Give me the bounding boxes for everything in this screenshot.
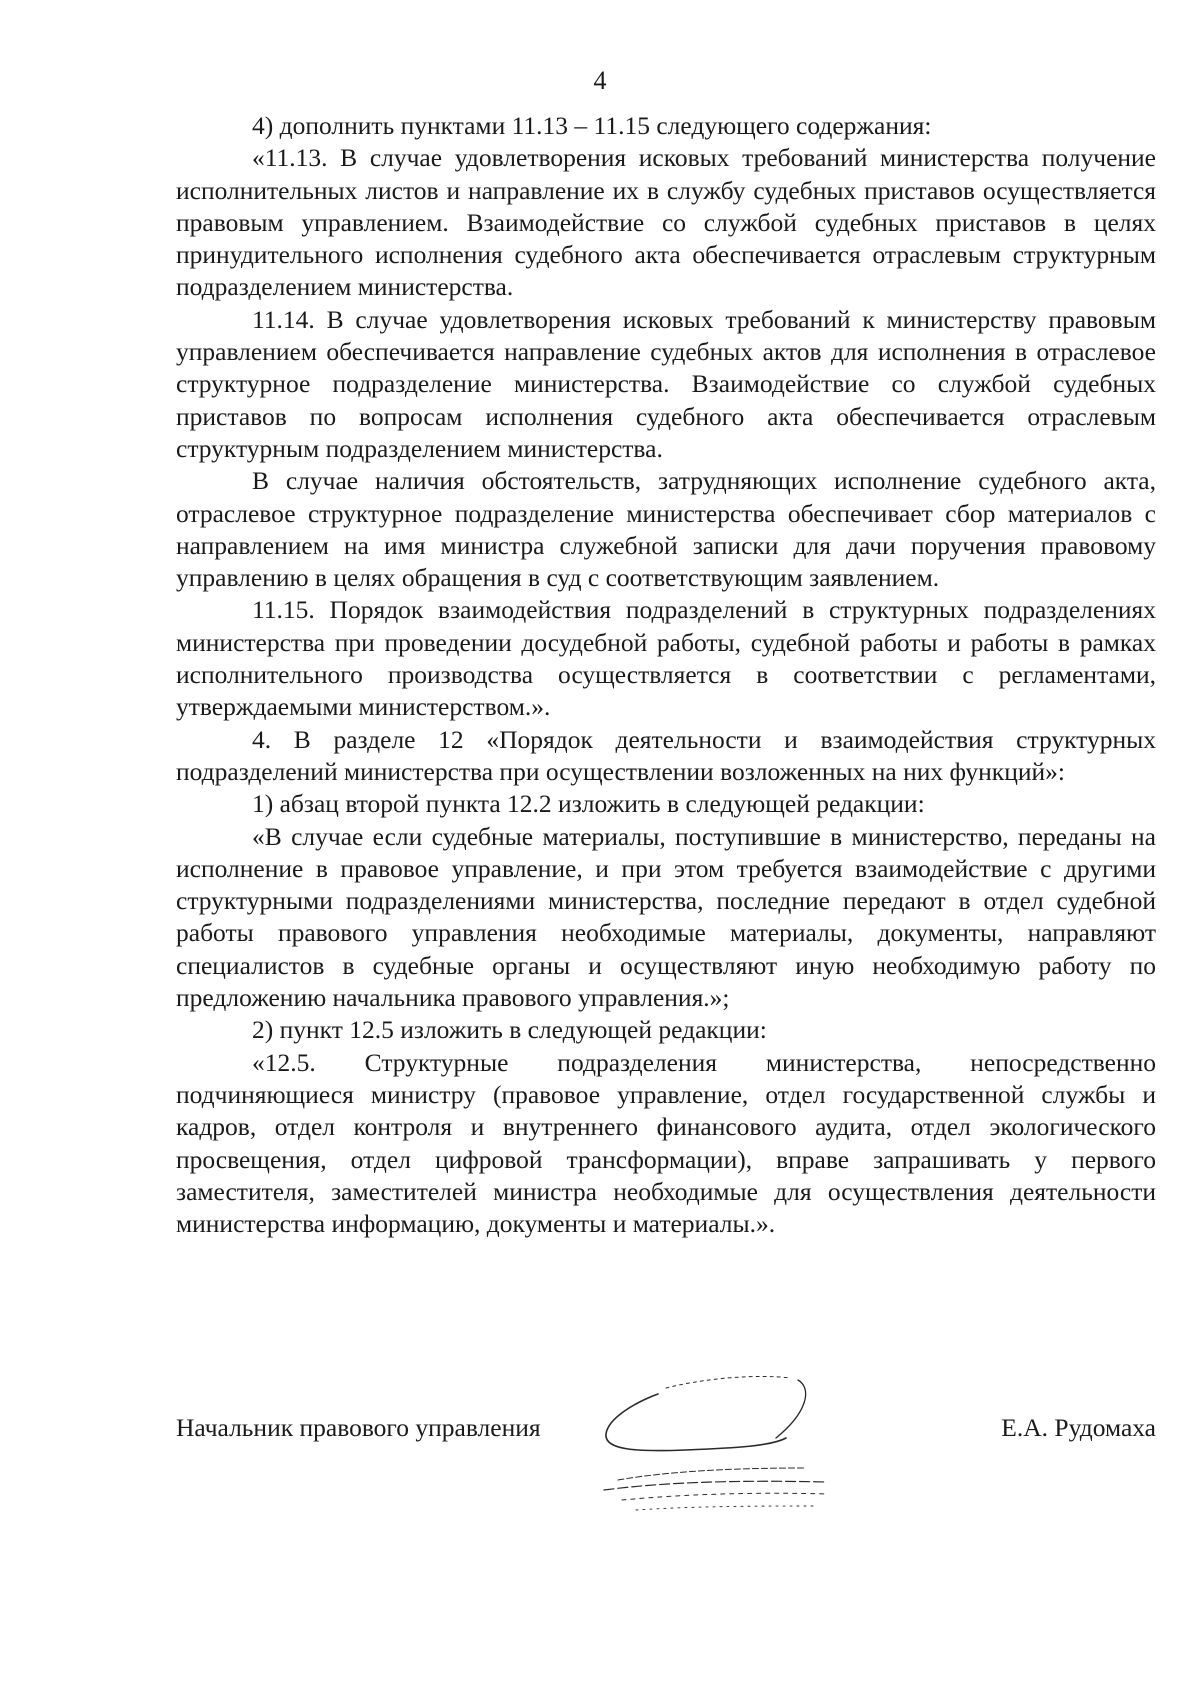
paragraph-2: «11.13. В случае удовлетворения исковых требований министерства получение исполнительных листов и направление их в службу судебных приставов осуществляется правовым управлением. Взаимодействие со службой судебных приставов в целях принудительного исполнения судебного акта обеспечивается отраслевым структурным подразделением министерства. [176, 143, 1156, 302]
signature-block [176, 1406, 1156, 1536]
handwritten-signature [566, 1366, 896, 1516]
paragraph-6: 4. В разделе 12 «Порядок деятельности и взаимодействия структурных подразделений министерства при осуществлении возложенных на них функций»: [176, 724, 1156, 786]
paragraph-3: 11.14. В случае удовлетворения исковых требований к министерству правовым управлением обеспечивается направление судебных актов для исполнения в отраслевое структурное подразделение министерства. Взаимодействие со службой судебных приставов по вопросам исполнения судебного акта обеспечивается отраслевым структурным подразделением министерства. [176, 304, 1156, 463]
signer-title: Начальник правового управления [176, 1413, 541, 1442]
paragraph-9: 2) пункт 12.5 изложить в следующей редакции: [252, 1015, 767, 1045]
paragraph-5: 11.15. Порядок взаимодействия подразделений в структурных подразделениях министерства при проведении досудебной работы, судебной работы и работы в рамках исполнительного производства осуществляется в соответствии с регламентами, утверждаемыми министерством.». [176, 595, 1156, 722]
signer-name: Е.А. Рудомаха [1001, 1413, 1156, 1442]
paragraph-4: В случае наличия обстоятельств, затрудняющих исполнение судебного акта, отраслевое структурное подразделение министерства обеспечивает сбор материалов с направлением на имя министра служебной записки для дачи поручения правовому управлению в целях обращения в суд с соответствующим заявлением. [176, 466, 1156, 593]
paragraph-7: 1) абзац второй пункта 12.2 изложить в следующей редакции: [252, 789, 925, 819]
paragraph-10: «12.5. Структурные подразделения министерства, непосредственно подчиняющиеся министру (правовое управление, отдел государственной службы и кадров, отдел контроля и внутреннего финансового аудита, отдел экологического просвещения, отдел цифровой трансформации), вправе запрашивать у первого заместителя, заместителей министра необходимые для осуществления деятельности министерства информацию, документы и материалы.». [176, 1047, 1156, 1239]
paragraph-8: «В случае если судебные материалы, поступившие в министерство, переданы на исполнение в правовое управление, и при этом требуется взаимодействие с другими структурными подразделениями министерства, последние передают в отдел судебной работы правового управления необходимые материалы, документы, направляют специалистов в судебные органы и осуществляют иную необходимую работу по предложению начальника правового управления.»; [176, 821, 1156, 1013]
page-number: 4 [593, 66, 607, 95]
paragraph-1: 4) дополнить пунктами 11.13 – 11.15 следующего содержания: [252, 111, 932, 140]
document-body [176, 110, 1156, 1240]
